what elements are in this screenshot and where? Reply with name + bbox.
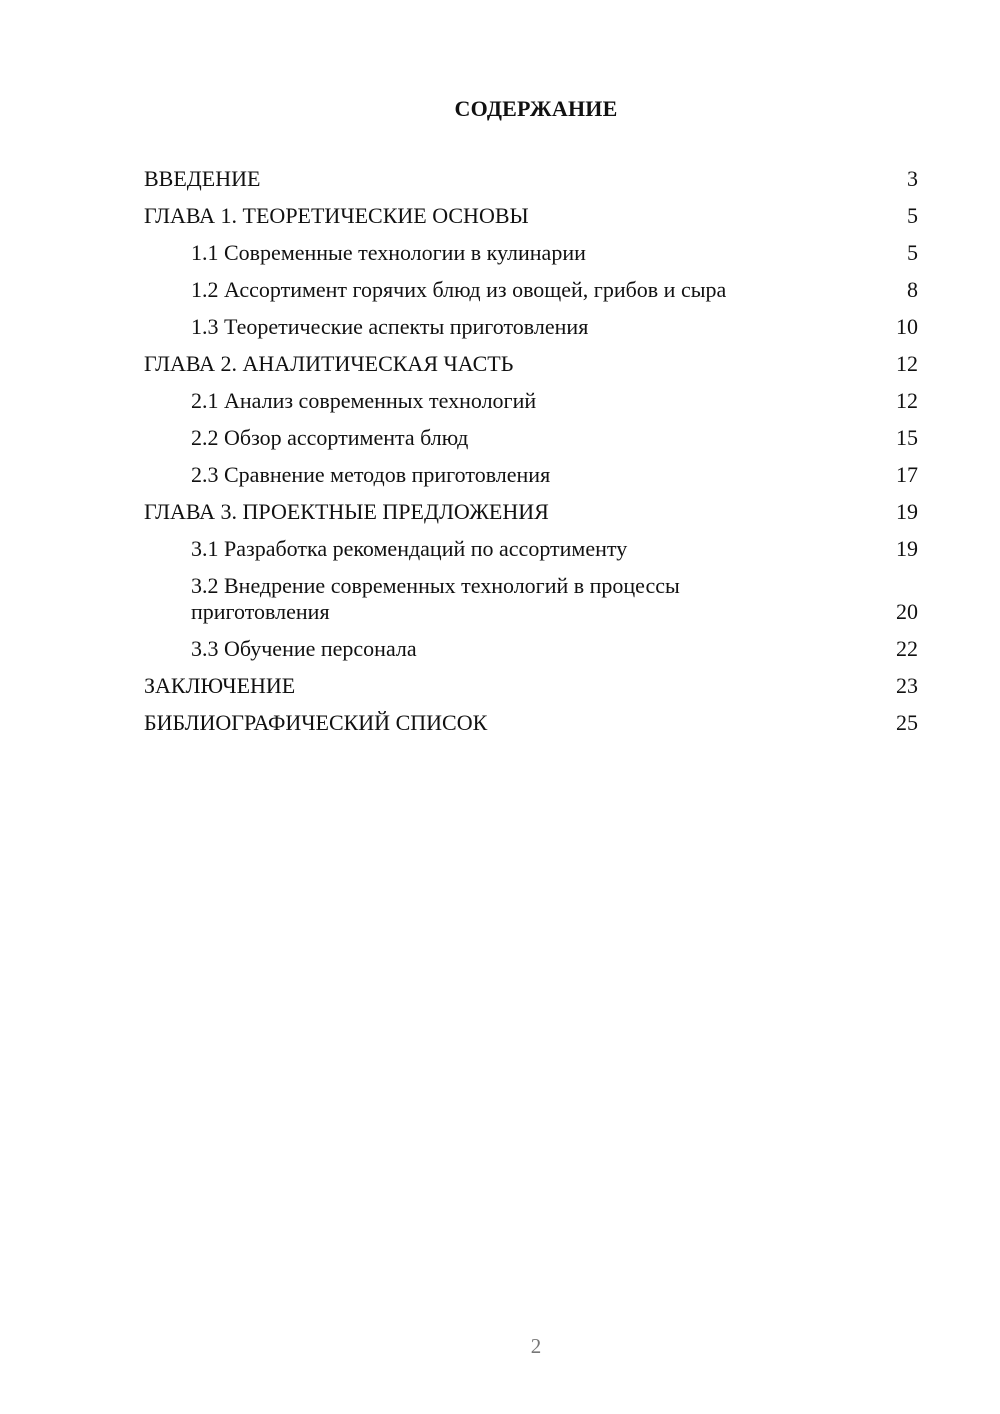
toc-entry-label: ГЛАВА 3. ПРОЕКТНЫЕ ПРЕДЛОЖЕНИЯ — [144, 499, 549, 524]
toc-entry[interactable] — [144, 710, 918, 736]
toc-entry-page: 17 — [896, 462, 918, 487]
toc-entry-label: ГЛАВА 1. ТЕОРЕТИЧЕСКИЕ ОСНОВЫ — [144, 203, 529, 228]
toc-entry-page: 12 — [896, 351, 918, 376]
toc-entry-label: ЗАКЛЮЧЕНИЕ — [144, 673, 296, 698]
toc-entry-label: БИБЛИОГРАФИЧЕСКИЙ СПИСОК — [144, 710, 488, 735]
toc-entry-label: 3.3 Обучение персонала — [191, 636, 417, 661]
toc-entry-page: 20 — [896, 599, 918, 624]
toc-subentry[interactable] — [144, 462, 918, 488]
toc-entry-page: 10 — [896, 314, 918, 339]
toc-subentry[interactable] — [144, 314, 918, 340]
toc-entry-label: 3.2 Внедрение современных технологий в процессы приготовления — [191, 573, 680, 624]
toc-entry[interactable] — [144, 166, 918, 192]
toc-entry-page: 25 — [896, 710, 918, 735]
page-title: СОДЕРЖАНИЕ — [454, 96, 618, 121]
toc-entry[interactable] — [144, 351, 918, 377]
toc-entry-page: 5 — [907, 203, 918, 228]
toc-subentry[interactable] — [144, 425, 918, 451]
toc-entry-label: ВВЕДЕНИЕ — [144, 166, 261, 191]
toc-subentry[interactable] — [144, 277, 918, 303]
toc-entry-label: 1.1 Современные технологии в кулинарии — [191, 240, 586, 265]
toc-entry-label: 1.3 Теоретические аспекты приготовления — [191, 314, 589, 339]
toc-entry-page: 5 — [907, 240, 918, 265]
toc-entry-label: 1.2 Ассортимент горячих блюд из овощей, грибов и сыра — [191, 277, 727, 302]
toc-entry-page: 22 — [896, 636, 918, 661]
toc-entry-page: 19 — [896, 499, 918, 524]
page-number: 2 — [530, 1334, 542, 1358]
toc-entry-page: 12 — [896, 388, 918, 413]
toc-entry[interactable] — [144, 203, 918, 229]
table-of-contents — [144, 166, 918, 747]
toc-entry-label: 2.1 Анализ современных технологий — [191, 388, 537, 413]
toc-entry-label: 3.1 Разработка рекомендаций по ассортименту — [191, 536, 628, 561]
toc-entry-label: ГЛАВА 2. АНАЛИТИЧЕСКАЯ ЧАСТЬ — [144, 351, 514, 376]
toc-entry-page: 3 — [907, 166, 918, 191]
toc-subentry[interactable] — [144, 536, 918, 562]
toc-subentry[interactable] — [144, 388, 918, 414]
toc-entry-label: 2.3 Сравнение методов приготовления — [191, 462, 551, 487]
toc-subentry[interactable] — [144, 240, 918, 266]
toc-entry-page: 23 — [896, 673, 918, 698]
toc-subentry[interactable] — [144, 573, 918, 625]
toc-entry[interactable] — [144, 499, 918, 525]
toc-subentry[interactable] — [144, 636, 918, 662]
toc-entry-label: 2.2 Обзор ассортимента блюд — [191, 425, 469, 450]
toc-entry-page: 15 — [896, 425, 918, 450]
toc-entry-page: 19 — [896, 536, 918, 561]
toc-entry[interactable] — [144, 673, 918, 699]
toc-entry-page: 8 — [907, 277, 918, 302]
